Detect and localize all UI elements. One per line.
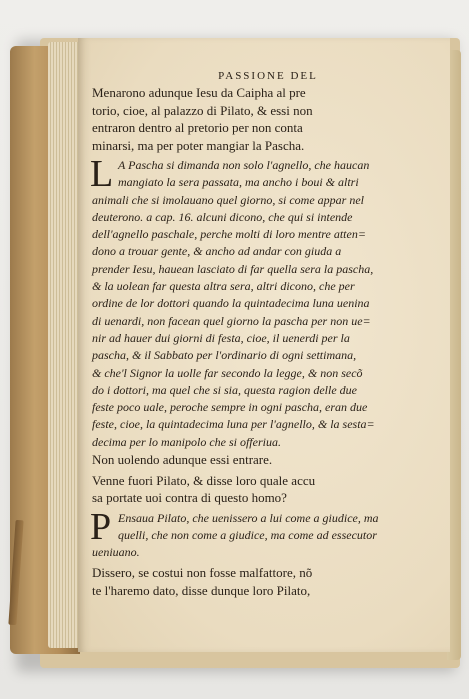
commentary-line: A Pascha si dimanda non solo l'agnello, che haucan xyxy=(118,158,370,172)
dropcap-p: P xyxy=(90,505,112,548)
commentary-line: animali che si imolauano quel giorno, si come appar nel xyxy=(92,192,364,207)
commentary-line: pascha, & il Sabbato per l'ordinario di ogni settimana, xyxy=(92,348,357,363)
intro-line: torio, cioe, al palazzo di Pilato, & essi non xyxy=(92,102,313,118)
page-stack xyxy=(48,42,80,648)
scripture-passage-3 xyxy=(92,564,444,599)
commentary-line: Ensaua Pilato, che uenissero a lui come a giudice, ma xyxy=(118,510,379,525)
intro-line: minarsi, ma per poter mangiar la Pascha. xyxy=(92,137,305,153)
commentary-line: quelli, che non come a giudice, ma come ad essecutor xyxy=(118,527,377,542)
commentary-line: do i dottori, ma quel che si sia, questa ragion delle due xyxy=(92,382,357,397)
commentary-line: nir ad hauer dui giorni di festa, cioe, il uenerdi per la xyxy=(92,330,350,345)
running-head: PASSIONE DEL xyxy=(218,70,318,82)
commentary-line: & la uolean far questa altra sera, altri dicono, che per xyxy=(92,279,355,294)
scripture-line: Dissero, se costui non fosse malfattore, nõ xyxy=(92,565,313,581)
commentary-line: decima per lo manipolo che si offeriua. xyxy=(92,434,281,449)
scripture-line: Venne fuori Pilato, & disse loro quale accu xyxy=(92,472,316,488)
commentary-1 xyxy=(90,153,444,451)
page-text xyxy=(92,70,444,599)
commentary-line: mangiato la sera passata, ma ancho i boui & altri xyxy=(118,175,359,190)
commentary-line: feste, cioe, la quintadecima luna per l'agnello, & la sesta= xyxy=(92,417,375,432)
commentary-1-tail: Non uolendo adunque essi entrare. xyxy=(92,452,273,468)
commentary-line: ueniuano. xyxy=(92,545,140,560)
commentary-line: di uenardi, non facean quel giorno la pascha per non ue= xyxy=(92,313,371,328)
commentary-line: dono a trouar gente, & ancho ad andar con giuda a xyxy=(92,244,342,259)
scripture-line: sa portate uoi contra di questo homo? xyxy=(92,490,287,506)
scripture-passage-2 xyxy=(92,472,444,507)
commentary-line: dell'agnello paschale, perche molti di loro mentre atten= xyxy=(92,227,366,242)
commentary-line: & che'l Signor la uolle far secondo la legge, & non secõ xyxy=(92,365,363,380)
commentary-2 xyxy=(90,505,444,562)
intro-passage xyxy=(92,84,444,154)
intro-line: entraron dentro al pretorio per non conta xyxy=(92,120,303,135)
commentary-line: prender Iesu, hauean lasciato di far quella sera la pascha, xyxy=(92,261,374,276)
intro-line: Menarono adunque Iesu da Caipha al pre xyxy=(92,85,306,100)
commentary-line: ordine de lor dottori quando la quintadecima luna uenina xyxy=(92,296,370,311)
commentary-line: deuterono. a cap. 16. alcuni dicono, che qui si intende xyxy=(92,209,353,224)
commentary-line: feste poco uale, peroche sempre in ogni pascha, eran due xyxy=(92,400,368,415)
scripture-line: te l'haremo dato, disse dunque loro Pilato, xyxy=(92,582,311,598)
dropcap-l: L xyxy=(90,153,114,195)
